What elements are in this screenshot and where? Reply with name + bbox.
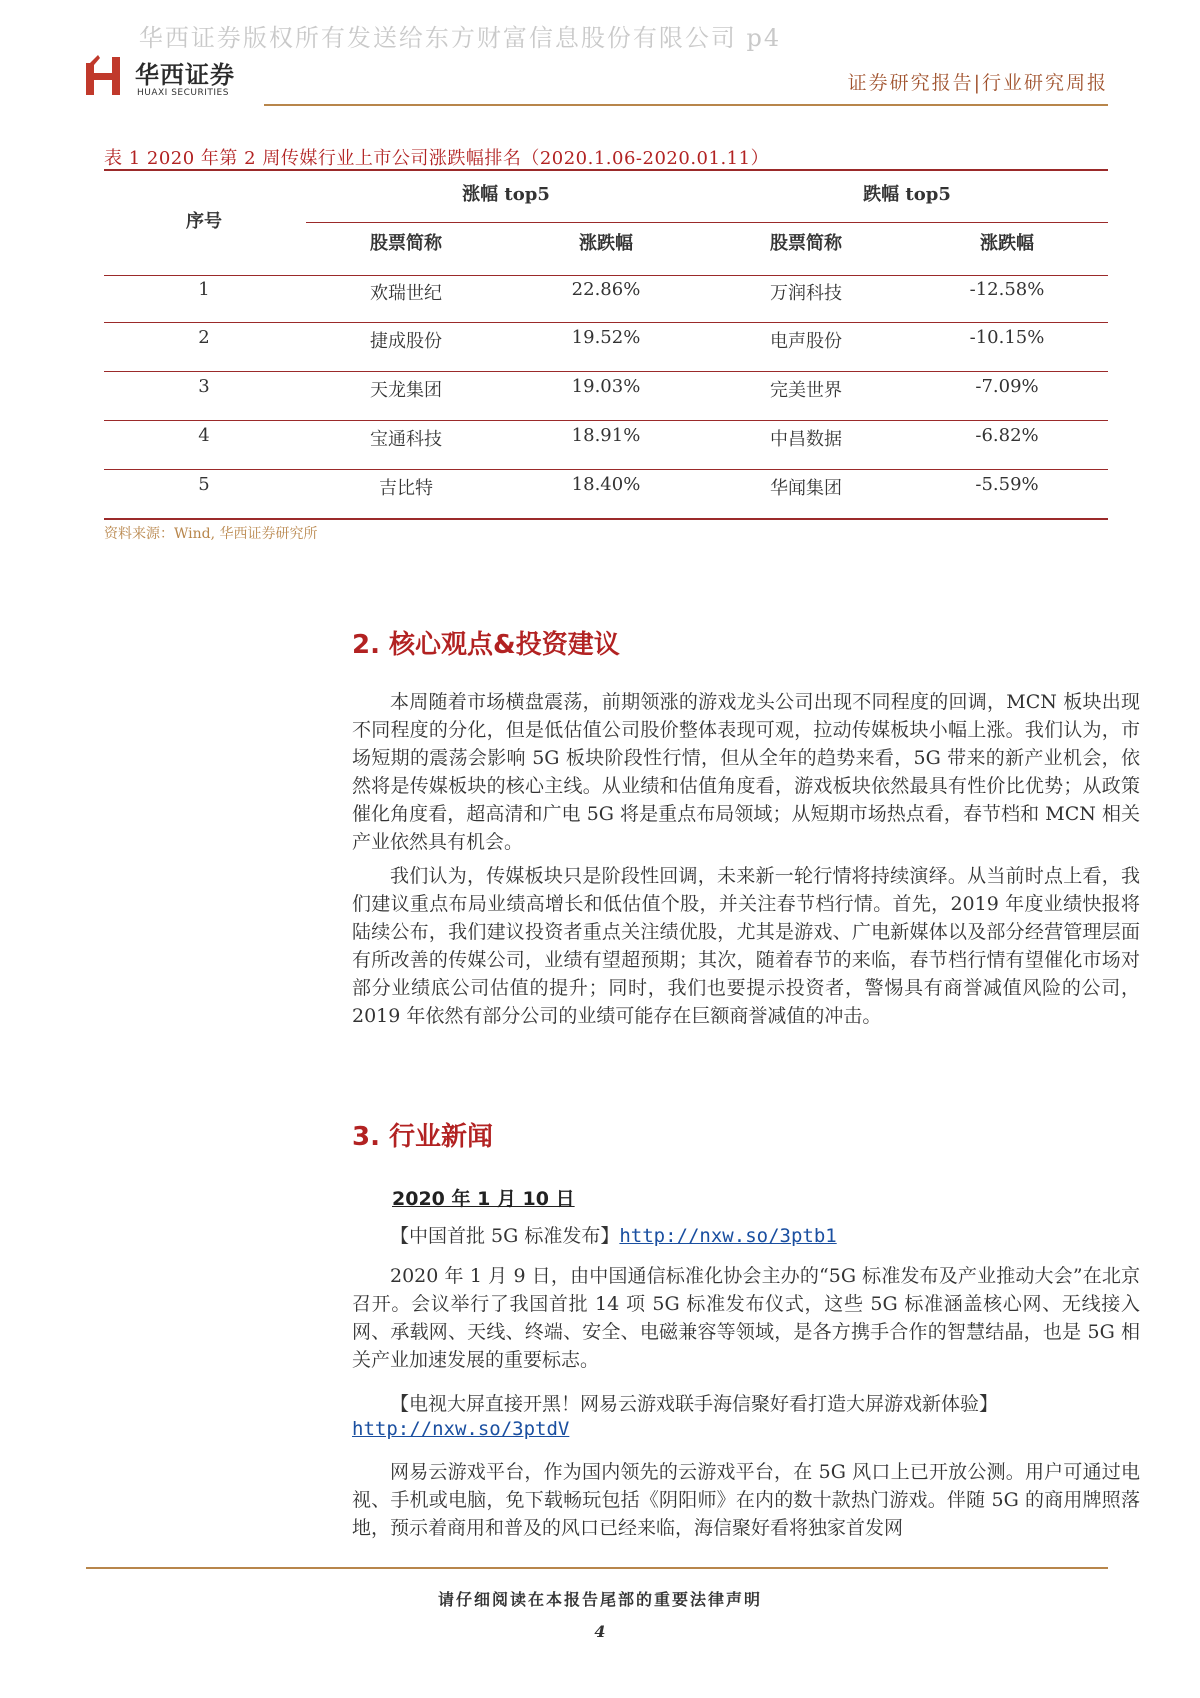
table-cell-loss-name: 华闻集团 [770,478,842,499]
table-row-rule [104,322,1108,323]
legal-notice: 请仔细阅读在本报告尾部的重要法律声明 [437,1590,762,1609]
table-cell-loss-name: 中昌数据 [770,429,842,450]
logo-company-name: 华西证券 [135,61,235,89]
table-cell-gain-name: 宝通科技 [370,429,442,450]
table-cell-rank: 2 [198,327,210,348]
section-3-heading: 3. 行业新闻 [352,1122,494,1152]
news-date: 2020 年 1 月 10 日 [392,1188,575,1210]
news-2-link-line [352,1418,569,1440]
loss-stock-col-header: 股票简称 [770,233,842,254]
table-source-note: 资料来源：Wind, 华西证券研究所 [104,526,318,542]
watermark-text: 华西证券版权所有发送给东方财富信息股份有限公司 p4 [138,24,782,52]
table-cell-gain-pct: 19.52% [571,327,641,348]
table-cell-loss-pct: -6.82% [975,425,1039,446]
news-2-title: 【电视大屏直接开黑！网易云游戏联手海信聚好看打造大屏游戏新体验】 [390,1393,999,1415]
rank-header: 序号 [186,211,222,232]
logo-english-name: HUAXI SECURITIES [137,88,229,98]
table-subheader-rule [306,222,1108,223]
table-cell-loss-name: 电声股份 [770,331,842,352]
table-cell-gain-pct: 22.86% [571,279,641,300]
section-2-paragraph-1: 本周随着市场横盘震荡，前期领涨的游戏龙头公司出现不同程度的回调，MCN 板块出现不同程度的分化，但是低估值公司股价整体表现可观，拉动传媒板块小幅上涨。我们认为，市场短期的震荡会影响 5G 板块阶段性行情，但从全年的趋势来看，5G 带来的新产业机会，依然将是传媒板块的核心主线。从业绩和估值角度看，游戏板块依然最具有性价比优势；从政策催化角度看，超高清和广电 5G 将是重点布局领域；从短期市场热点看，春节档和 MCN 相关产业依然具有机会。 [352,691,1140,853]
gain-stock-col-header: 股票简称 [370,233,442,254]
header-divider [264,104,1108,106]
page-number: 4 [594,1622,606,1641]
table-cell-loss-pct: -10.15% [969,327,1045,348]
report-type-label: 证券研究报告|行业研究周报 [847,72,1108,94]
table-header-bottom-rule [104,275,1108,276]
section-2-paragraph-2: 我们认为，传媒板块只是阶段性回调，未来新一轮行情将持续演绎。从当前时点上看，我们建议重点布局业绩高增长和低估值个股，并关注春节档行情。首先，2019 年度业绩快报将陆续公布，我们建议投资者重点关注绩优股，尤其是游戏、广电新媒体以及部分经营管理层面有所改善的传媒公司，业绩有望超预期；其次，随着春节的来临，春节档行情有望催化市场对部分业绩底公司估值的提升；同时，我们也要提示投资者，警惕具有商誉减值风险的公司，2019 年依然有部分公司的业绩可能存在巨额商誉减值的冲击。 [352,865,1140,1027]
table-cell-loss-pct: -5.59% [975,474,1039,495]
news-1-body [352,1262,1140,1374]
table-cell-loss-name: 万润科技 [770,283,842,304]
news-1-link[interactable]: http://nxw.so/3ptb1 [619,1225,837,1247]
gain-group-header: 涨幅 top5 [462,184,550,205]
table-cell-gain-name: 天龙集团 [370,380,442,401]
table-cell-gain-pct: 18.40% [571,474,641,495]
news-2-body [352,1458,1140,1542]
table-caption: 表 1 2020 年第 2 周传媒行业上市公司涨跌幅排名（2020.1.06-2020.01.11） [104,148,770,169]
table-row-rule [104,371,1108,372]
loss-group-header: 跌幅 top5 [863,184,951,205]
table-cell-gain-pct: 19.03% [571,376,641,397]
news-1-title: 【中国首批 5G 标准发布】 [390,1225,620,1247]
table-row-rule [104,469,1108,470]
news-2-paragraph: 网易云游戏平台，作为国内领先的云游戏平台，在 5G 风口上已开放公测。用户可通过电视、手机或电脑，免下载畅玩包括《阴阳师》在内的数十款热门游戏。伴随 5G 的商用牌照落地，预示着商用和普及的风口已经来临，海信聚好看将独家首发网 [352,1461,1140,1539]
table-bottom-rule [104,518,1108,520]
table-cell-rank: 5 [198,474,210,495]
section-2-body [352,688,1140,1030]
section-2-heading: 2. 核心观点&投资建议 [352,630,620,660]
table-cell-loss-pct: -12.58% [969,279,1045,300]
gain-change-col-header: 涨跌幅 [579,233,633,254]
table-cell-rank: 1 [198,279,210,300]
news-2-heading-line [352,1390,1140,1418]
table-cell-loss-pct: -7.09% [975,376,1039,397]
loss-change-col-header: 涨跌幅 [980,233,1034,254]
table-cell-rank: 3 [198,376,210,397]
table-row-rule [104,420,1108,421]
table-cell-gain-name: 欢瑞世纪 [370,283,442,304]
table-cell-gain-name: 吉比特 [379,478,433,499]
news-2-link[interactable]: http://nxw.so/3ptdV [352,1418,570,1440]
table-cell-gain-pct: 18.91% [571,425,641,446]
table-cell-loss-name: 完美世界 [770,380,842,401]
table-cell-rank: 4 [198,425,210,446]
news-1-heading-line [352,1222,1140,1250]
huaxi-logo-icon [86,55,124,97]
table-top-rule [104,169,1108,171]
footer-divider [86,1567,1108,1569]
news-1-paragraph: 2020 年 1 月 9 日，由中国通信标准化协会主办的“5G 标准发布及产业推动大会”在北京召开。会议举行了我国首批 14 项 5G 标准发布仪式，这些 5G 标准涵盖核心网、无线接入网、承载网、天线、终端、安全、电磁兼容等领域，是各方携手合作的智慧结晶，也是 5G 相关产业加速发展的重要标志。 [352,1265,1140,1371]
table-cell-gain-name: 捷成股份 [370,331,442,352]
